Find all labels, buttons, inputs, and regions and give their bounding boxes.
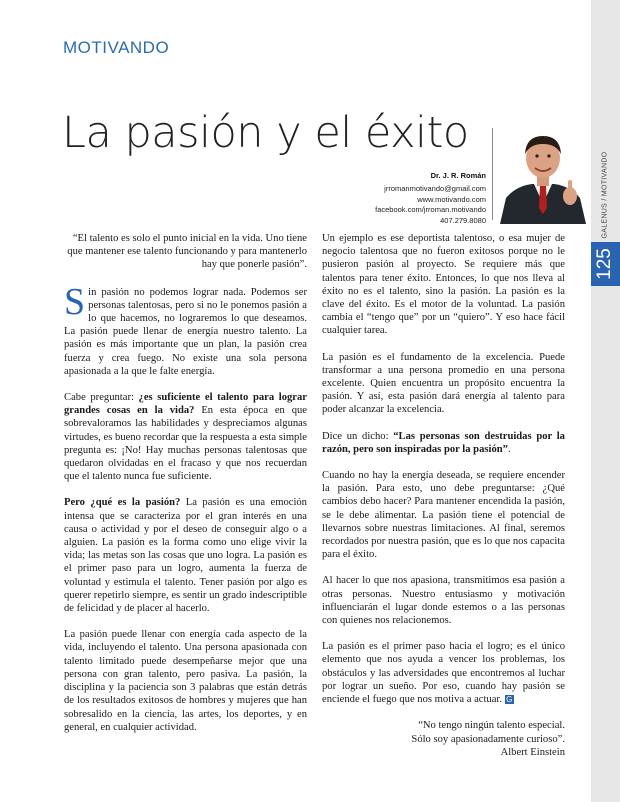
right-column (322, 232, 565, 772)
author-email: jrromanmotivando@gmail.com (384, 184, 486, 193)
paragraph-text: Cabe preguntar: (64, 392, 139, 404)
opening-quote: “El talento es solo el punto inicial en la vida. Uno tiene que mantener ese talento funcionando y para mantenerlo hay que ponerle pasión”. (67, 233, 307, 271)
end-mark-icon: G (506, 695, 513, 705)
paragraph: Cuando no hay la energía deseada, se requiere encender la pasión. Para esto, uno debe preguntarse: ¿Qué cambios debo hacer? Para mantener encendida la pasión, se le debe alimentar. La pasión tiene el potencial de llevarnos sobre nuestras limitaciones. Al final, seremos recordados por nuestra pasión, que es lo que nos capacita para el éxito. (322, 470, 565, 561)
paragraph-text: . (507, 443, 511, 455)
bold-saying: “Las personas son destruidas por la razón, pero son inspiradas por la pasión” (322, 430, 565, 455)
paragraph-text: Dice un dicho: (322, 430, 394, 442)
running-head: GALENUS / MOTIVANDO (601, 151, 609, 239)
paragraph: La pasión es el fundamento de la excelencia. Puede transformar a una persona promedio en una persona excelente. Quien encuentra un propósito encuentra la pasión. Y así, esta pasión dará energía al talento para poder alcanzar la excelencia. (322, 351, 565, 416)
paragraph (64, 391, 307, 483)
page-sidebar (591, 0, 620, 802)
closing-quote-author: Albert Einstein (500, 746, 565, 758)
author-divider (492, 128, 493, 220)
closing-quote-line: “No tengo ningún talento especial. (418, 720, 565, 732)
author-name: Dr. J. R. Román (430, 171, 486, 180)
paragraph: La pasión puede llenar con energía cada aspecto de la vida, incluyendo el talento. Una persona apasionada con talento limitado puede desempeñarse mejor que una persona con gran talento, pero pasiva. La pasión, la disciplina y la paciencia son 3 palabras que están detrás de los resultados exitosos de hombres y mujeres que han sobresalido en la ciencia, las artes, los deportes, y en general, en cualquier actividad. (64, 629, 307, 733)
paragraph: Un ejemplo es ese deportista talentoso, o esa mujer de negocio talentosa que no fueron exitosos porque no le pusieron pasión al proyecto. Se requiere más que talentos para tener éxito. Entonces, lo que nos lleva al éxito no es el talento, sino la pasión. La pasión es la clave del éxito. Es el motor de la voluntad. La pasión cambia el “tengo que” por un “quiero”. Y eso hace fácil cualquier tarea. (322, 233, 565, 337)
drop-cap: S (64, 280, 86, 323)
author-facebook: facebook.com/jrroman.motivando (375, 205, 486, 214)
paragraph (322, 640, 565, 706)
paragraph (64, 496, 307, 615)
bold-question: ¿es suficiente el talento para lograr grandes cosas en la vida? (64, 392, 307, 417)
paragraph-text: in pasión no podemos lograr nada. Podemos ser personas talentosas, pero si no le ponemos pasión a lo que hacemos, no lograremos lo que deseamos. La pasión puede llenar de energía nuestro talento. La pasión es más importante que un plan, la pasión crea fuerza y crea fuego. No existe una sola persona apasionada a la que le falte energía. (64, 286, 307, 377)
author-contact (375, 184, 486, 226)
article-title: La pasión y el éxito (62, 108, 469, 158)
author-portrait-illustration (496, 128, 590, 224)
paragraph (322, 430, 565, 456)
paragraph-text: La pasión es el primer paso hacia el logro; es el único elemento que nos ayuda a vencer los problemas, los obstáculos y las adversidades que encontremos al luchar por lograr un sueño. Por eso, cuando hay pasión se enciende el fuego que nos motiva a actuar. (322, 641, 565, 706)
paragraph: Al hacer lo que nos apasiona, transmitimos esa pasión a otras personas. Nuestro entusiasmo y motivación influenciarán el lugar donde estemos o a las personas con quienes nos relacionemos. (322, 575, 565, 627)
section-label: MOTIVANDO (63, 38, 170, 57)
paragraph-text: La pasión es una emoción intensa que se caracteriza por el gran interés en una causa o actividad y por el deseo de conseguir algo o a alguien. La pasión es la forma como uno elige vivir la vida; las metas son las cosas que uno logra. La pasión es el primer paso para un logro, aumenta la fuerza de voluntad y estimula el talento. Tener pasión por algo es querer repetirlo siempre, es sentir un grado indescriptible de felicidad y de placer al hacerlo. (64, 497, 307, 615)
closing-quote-line: Sólo soy apasionadamente curioso”. (411, 733, 565, 745)
author-photo (496, 128, 590, 224)
left-column (64, 232, 307, 747)
closing-quote (322, 719, 565, 759)
paragraph-text: En esta época en que sobrevaloramos las habilidades y despreciamos algunas virtudes, es bueno recordar que la respuesta a esta simple pregunta es: ¡No! Hay muchas personas talentosas que quedaron olvidadas en el fracaso y que nos recuerdan que el talento nunca fue suficiente. (64, 405, 307, 483)
author-phone: 407.279.8080 (440, 215, 486, 225)
paragraph (64, 280, 307, 378)
page-number: 125 (594, 248, 615, 280)
author-website: www.motivando.com (417, 194, 486, 204)
bold-question: Pero ¿qué es la pasión? (64, 497, 181, 509)
